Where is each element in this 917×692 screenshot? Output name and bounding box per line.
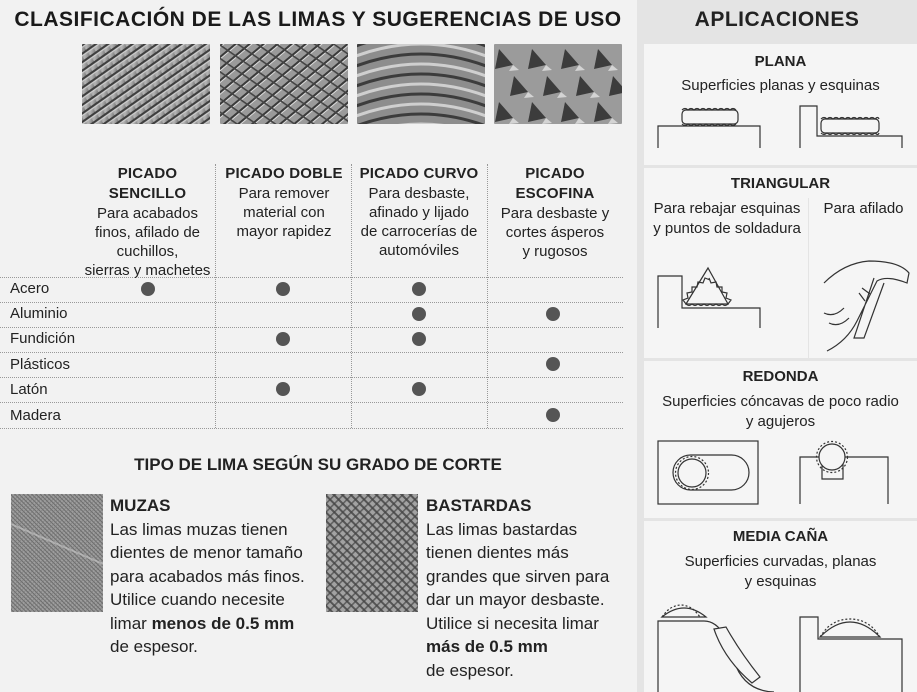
grade-line: Utilice cuando necesite <box>110 590 285 609</box>
usage-dot <box>412 307 426 321</box>
application-name: REDONDA <box>742 368 819 385</box>
grade-thickness: más de 0.5 mm <box>426 637 548 656</box>
column-double-cut <box>217 164 351 241</box>
grade-name: BASTARDAS <box>426 496 532 515</box>
column-desc-line: mayor rapidez <box>236 223 332 240</box>
application-desc-line: y puntos de soldadura <box>653 220 801 237</box>
smooth-file-text <box>110 494 320 659</box>
application-desc-line: Para rebajar esquinas <box>653 200 801 217</box>
usage-dot <box>276 332 290 346</box>
grade-thickness: menos de 0.5 mm <box>151 613 295 633</box>
grade-line: de espesor. <box>426 660 514 680</box>
usage-dot <box>276 282 290 296</box>
bastard-file-image <box>326 494 418 612</box>
texture-single-cut-image <box>82 44 210 124</box>
grid-row-line <box>0 428 623 429</box>
grade-line: para acabados más finos. <box>110 566 305 586</box>
material-label: Aluminio <box>10 305 68 322</box>
column-desc-line: Para desbaste, <box>368 185 470 202</box>
grade-name: MUZAS <box>110 496 171 515</box>
usage-dot <box>546 307 560 321</box>
column-title: PICADO ESCOFINA <box>515 165 595 202</box>
grade-line: Las limas bastardas <box>426 519 578 539</box>
usage-dot <box>412 332 426 346</box>
material-label: Acero <box>10 280 50 297</box>
application-name: TRIANGULAR <box>730 175 831 192</box>
flat-file-diagram <box>644 44 917 165</box>
grade-line: Utilice si necesita limar <box>426 613 599 633</box>
application-desc-line: y agujeros <box>745 413 816 430</box>
grid-divider <box>215 164 216 428</box>
column-desc-line: de carrocerías de <box>360 223 478 240</box>
column-desc-line: automóviles <box>378 242 460 259</box>
grid-row-line <box>0 402 623 403</box>
usage-dot <box>141 282 155 296</box>
triangular-file-diagram <box>644 168 917 358</box>
material-label: Madera <box>10 407 61 424</box>
grid-row-line <box>0 302 623 303</box>
usage-dot <box>412 382 426 396</box>
usage-dot <box>412 282 426 296</box>
grid-row-line <box>0 327 623 328</box>
application-name: PLANA <box>754 53 807 70</box>
column-desc-line: afinado y lijado <box>368 204 470 221</box>
application-desc: Para afilado <box>823 200 904 217</box>
half-round-file-diagram <box>644 521 917 692</box>
texture-rasp-cut-image <box>494 44 622 124</box>
application-half-round <box>644 521 917 692</box>
column-desc-line: sierras y machetes <box>84 262 211 279</box>
application-triangular <box>644 168 917 358</box>
grid-divider <box>487 164 488 428</box>
application-desc-line: y esquinas <box>744 573 817 590</box>
column-title: PICADO SENCILLO <box>108 165 187 202</box>
grade-line: dientes de menor tamaño <box>110 543 303 562</box>
smooth-file-image <box>11 494 103 612</box>
column-desc-line: Para desbaste y <box>500 205 610 222</box>
column-desc-line: finos, afilado de <box>94 224 201 241</box>
column-title: PICADO CURVO <box>359 165 479 182</box>
material-label: Fundición <box>10 330 76 347</box>
grade-title: TIPO DE LIMA SEGÚN SU GRADO DE CORTE <box>134 455 502 474</box>
grade-line: de espesor. <box>110 637 198 656</box>
round-file-diagram <box>644 361 917 518</box>
grade-prefix: limar <box>110 613 152 633</box>
usage-dot <box>546 408 560 422</box>
applications-title: APLICACIONES <box>694 8 860 31</box>
grade-line: Las limas muzas tienen <box>110 519 288 539</box>
column-title: PICADO DOBLE <box>225 165 343 182</box>
column-curved-cut <box>352 164 486 260</box>
applications-section <box>637 0 917 692</box>
grade-line: grandes que sirven para <box>426 566 610 586</box>
texture-curved-cut-image <box>357 44 485 124</box>
grid-divider <box>351 164 352 428</box>
column-desc-line: Para remover <box>238 185 330 202</box>
grid-row-line <box>0 352 623 353</box>
column-desc-line: cuchillos, <box>116 243 179 260</box>
material-label: Latón <box>10 381 48 398</box>
texture-double-cut-image <box>220 44 348 124</box>
bastard-file-text <box>426 494 631 682</box>
usage-dot <box>276 382 290 396</box>
application-desc: Superficies planas y esquinas <box>681 77 880 94</box>
column-desc-line: material con <box>243 204 325 221</box>
column-single-cut <box>80 164 215 280</box>
column-desc-line: y rugosos <box>522 243 588 260</box>
grid-row-line <box>0 277 623 278</box>
application-desc-line: Superficies cóncavas de poco radio <box>662 393 899 410</box>
grade-line: dar un mayor desbaste. <box>426 590 605 609</box>
usage-dot <box>546 357 560 371</box>
material-label: Plásticos <box>10 356 71 373</box>
application-desc-line: Superficies curvadas, planas <box>684 553 877 570</box>
main-title: CLASIFICACIÓN DE LAS LIMAS Y SUGERENCIAS DE USO <box>14 8 622 31</box>
column-desc-line: Para acabados <box>97 205 198 222</box>
grid-row-line <box>0 377 623 378</box>
application-round <box>644 361 917 518</box>
grade-line <box>110 612 320 636</box>
grade-line: tienen dientes más <box>426 543 569 562</box>
column-desc-line: cortes ásperos <box>505 224 605 241</box>
application-flat <box>644 44 917 165</box>
application-name: MEDIA CAÑA <box>732 528 829 545</box>
column-rasp-cut <box>487 164 623 261</box>
